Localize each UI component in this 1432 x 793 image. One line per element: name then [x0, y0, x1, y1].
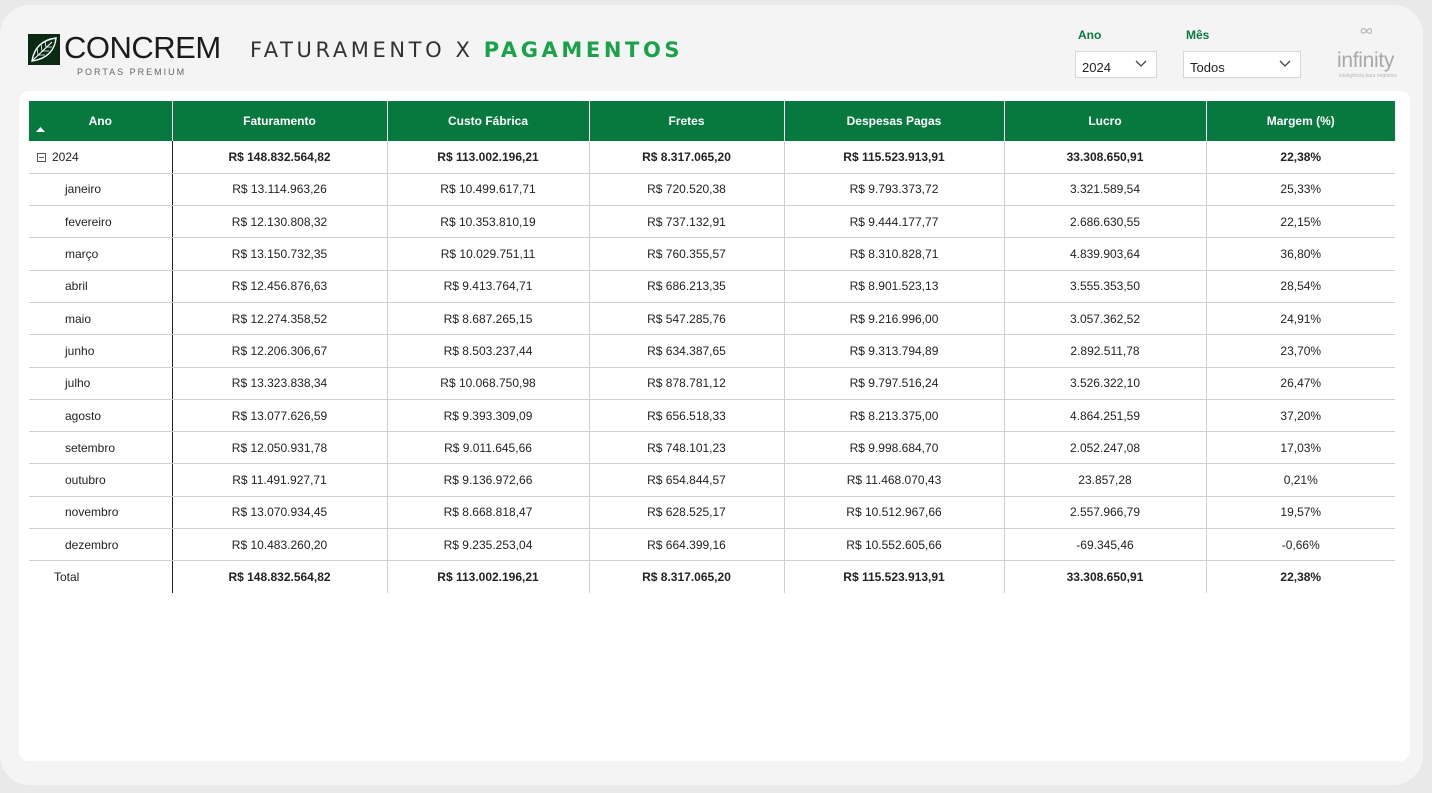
ano-filter-label: Ano	[1078, 28, 1102, 42]
table-cell: R$ 634.387,65	[589, 335, 784, 367]
table-cell: R$ 8.317.065,20	[589, 561, 784, 593]
table-cell: 3.526.322,10	[1004, 367, 1206, 399]
table-cell: R$ 748.101,23	[589, 432, 784, 464]
table-cell: R$ 13.070.934,45	[172, 496, 387, 528]
table-cell: R$ 9.313.794,89	[784, 335, 1004, 367]
infinity-wordmark: infinity	[1337, 49, 1395, 72]
logo-wordmark: CONCREM	[64, 30, 221, 65]
table-row	[29, 335, 1395, 367]
table-cell: 25,33%	[1206, 173, 1395, 205]
table-cell: R$ 720.520,38	[589, 173, 784, 205]
table-cell: R$ 760.355,57	[589, 238, 784, 270]
table-cell: 2.557.966,79	[1004, 496, 1206, 528]
infinity-tagline: inteligência para negócios	[1339, 73, 1397, 79]
table-cell: 37,20%	[1206, 399, 1395, 431]
table-cell: R$ 9.444.177,77	[784, 206, 1004, 238]
table-cell: R$ 115.523.913,91	[784, 561, 1004, 593]
table-cell: R$ 9.235.253,04	[387, 529, 589, 561]
page-title-part1: FATURAMENTO X	[250, 38, 474, 62]
ano-filter-value: 2024	[1082, 60, 1111, 75]
table-cell: R$ 148.832.564,82	[172, 141, 387, 173]
month-label: junho	[29, 335, 172, 367]
table-row	[29, 238, 1395, 270]
table-cell: R$ 115.523.913,91	[784, 141, 1004, 173]
table-cell: R$ 13.114.963,26	[172, 173, 387, 205]
logo-subtitle: PORTAS PREMIUM	[77, 67, 187, 77]
table-cell: 33.308.650,91	[1004, 561, 1206, 593]
table-cell: R$ 9.011.645,66	[387, 432, 589, 464]
table-cell: R$ 8.503.237,44	[387, 335, 589, 367]
table-cell: R$ 547.285,76	[589, 302, 784, 334]
ano-filter-dropdown[interactable]	[1075, 51, 1157, 78]
sort-ascending-icon[interactable]	[36, 127, 45, 132]
month-label: agosto	[29, 399, 172, 431]
table-cell: R$ 9.797.516,24	[784, 367, 1004, 399]
year-row	[29, 141, 1395, 173]
col-header-lucro[interactable]: Lucro	[1004, 101, 1206, 141]
infinity-logo-icon	[1337, 27, 1403, 47]
table-cell: R$ 13.150.732,35	[172, 238, 387, 270]
year-row-label-cell	[29, 141, 172, 173]
table-cell: 23,70%	[1206, 335, 1395, 367]
faturamento-matrix	[29, 101, 1395, 593]
col-header-despesas-pagas[interactable]: Despesas Pagas	[784, 101, 1004, 141]
col-header-fretes[interactable]: Fretes	[589, 101, 784, 141]
month-label: julho	[29, 367, 172, 399]
table-cell: 17,03%	[1206, 432, 1395, 464]
table-row	[29, 206, 1395, 238]
table-row	[29, 270, 1395, 302]
table-cell: R$ 878.781,12	[589, 367, 784, 399]
table-cell: 26,47%	[1206, 367, 1395, 399]
table-cell: R$ 628.525,17	[589, 496, 784, 528]
col-header-margem[interactable]: Margem (%)	[1206, 101, 1395, 141]
table-cell: 22,38%	[1280, 570, 1322, 585]
table-cell: 19,57%	[1206, 496, 1395, 528]
table-cell: 28,54%	[1206, 270, 1395, 302]
table-cell: R$ 737.132,91	[589, 206, 784, 238]
table-cell: -0,66%	[1206, 529, 1395, 561]
table-cell: R$ 148.832.564,82	[172, 561, 387, 593]
table-row	[29, 173, 1395, 205]
mes-filter-value: Todos	[1190, 60, 1225, 75]
table-cell: 3.555.353,50	[1004, 270, 1206, 302]
total-label: Total	[29, 561, 172, 593]
table-cell: R$ 9.136.972,66	[387, 464, 589, 496]
table-cell: 0,21%	[1206, 464, 1395, 496]
table-row	[29, 432, 1395, 464]
month-label: março	[29, 238, 172, 270]
col-header-ano[interactable]	[29, 101, 172, 141]
table-cell: R$ 12.206.306,67	[172, 335, 387, 367]
mes-filter-dropdown[interactable]	[1183, 51, 1301, 78]
table-cell: R$ 8.317.065,20	[589, 141, 784, 173]
table-cell: R$ 8.668.818,47	[387, 496, 589, 528]
table-cell: 2.892.511,78	[1004, 335, 1206, 367]
table-cell: R$ 10.499.617,71	[387, 173, 589, 205]
table-cell: R$ 10.483.260,20	[172, 529, 387, 561]
table-cell: 33.308.650,91	[1004, 141, 1206, 173]
month-label: setembro	[29, 432, 172, 464]
month-label: abril	[29, 270, 172, 302]
table-cell: R$ 9.216.996,00	[784, 302, 1004, 334]
table-cell: 36,80%	[1206, 238, 1395, 270]
table-cell: R$ 12.050.931,78	[172, 432, 387, 464]
table-cell: R$ 11.491.927,71	[172, 464, 387, 496]
mes-filter-label: Mês	[1186, 28, 1210, 42]
month-label: fevereiro	[29, 206, 172, 238]
table-cell: R$ 11.468.070,43	[784, 464, 1004, 496]
page-title-part2: PAGAMENTOS	[483, 38, 684, 62]
table-cell: R$ 8.213.375,00	[784, 399, 1004, 431]
table-cell: R$ 10.512.967,66	[784, 496, 1004, 528]
table-cell: R$ 9.393.309,09	[387, 399, 589, 431]
table-cell: R$ 113.002.196,21	[387, 561, 589, 593]
leaf-logo-icon	[28, 34, 60, 65]
table-cell: R$ 12.274.358,52	[172, 302, 387, 334]
table-row	[29, 367, 1395, 399]
table-cell: R$ 10.068.750,98	[387, 367, 589, 399]
matrix-card	[19, 91, 1410, 761]
month-label: janeiro	[29, 173, 172, 205]
table-cell: -69.345,46	[1004, 529, 1206, 561]
table-cell: R$ 8.901.523,13	[784, 270, 1004, 302]
table-cell: R$ 686.213,35	[589, 270, 784, 302]
table-cell: R$ 9.998.684,70	[784, 432, 1004, 464]
month-label: dezembro	[29, 529, 172, 561]
table-cell: R$ 8.687.265,15	[387, 302, 589, 334]
table-cell: 4.839.903,64	[1004, 238, 1206, 270]
table-cell: R$ 8.310.828,71	[784, 238, 1004, 270]
table-cell: 2.052.247,08	[1004, 432, 1206, 464]
table-cell: 3.057.362,52	[1004, 302, 1206, 334]
table-row	[29, 529, 1395, 561]
table-cell: R$ 9.793.373,72	[784, 173, 1004, 205]
chevron-down-icon	[1135, 60, 1147, 68]
month-label: outubro	[29, 464, 172, 496]
month-label: maio	[29, 302, 172, 334]
table-cell: R$ 12.456.876,63	[172, 270, 387, 302]
collapse-minus-icon[interactable]	[37, 153, 46, 162]
col-header-label: Ano	[88, 114, 112, 128]
table-cell: 2.686.630,55	[1004, 206, 1206, 238]
month-label: novembro	[29, 496, 172, 528]
table-cell: R$ 12.130.808,32	[172, 206, 387, 238]
table-cell: 24,91%	[1206, 302, 1395, 334]
table-row	[29, 496, 1395, 528]
table-cell: 23.857,28	[1004, 464, 1206, 496]
table-cell: 4.864.251,59	[1004, 399, 1206, 431]
table-cell: R$ 113.002.196,21	[387, 141, 589, 173]
table-cell: R$ 13.077.626,59	[172, 399, 387, 431]
year-row-label: 2024	[52, 149, 79, 164]
table-row	[29, 399, 1395, 431]
header-row	[29, 101, 1395, 141]
table-cell: R$ 9.413.764,71	[387, 270, 589, 302]
page-title	[250, 38, 683, 62]
chevron-down-icon	[1279, 60, 1291, 68]
col-header-faturamento[interactable]: Faturamento	[172, 101, 387, 141]
table-cell: R$ 10.552.605,66	[784, 529, 1004, 561]
table-cell: 3.321.589,54	[1004, 173, 1206, 205]
table-row	[29, 302, 1395, 334]
table-cell: R$ 664.399,16	[589, 529, 784, 561]
report-canvas	[0, 5, 1423, 785]
table-cell: R$ 10.353.810,19	[387, 206, 589, 238]
col-header-custo-fabrica[interactable]: Custo Fábrica	[387, 101, 589, 141]
table-cell: R$ 10.029.751,11	[387, 238, 589, 270]
table-cell: R$ 13.323.838,34	[172, 367, 387, 399]
total-row	[29, 561, 1395, 593]
table-row	[29, 464, 1395, 496]
table-cell: R$ 656.518,33	[589, 399, 784, 431]
table-cell: R$ 654.844,57	[589, 464, 784, 496]
table-cell: 22,38%	[1206, 141, 1395, 173]
table-cell: 22,15%	[1206, 206, 1395, 238]
